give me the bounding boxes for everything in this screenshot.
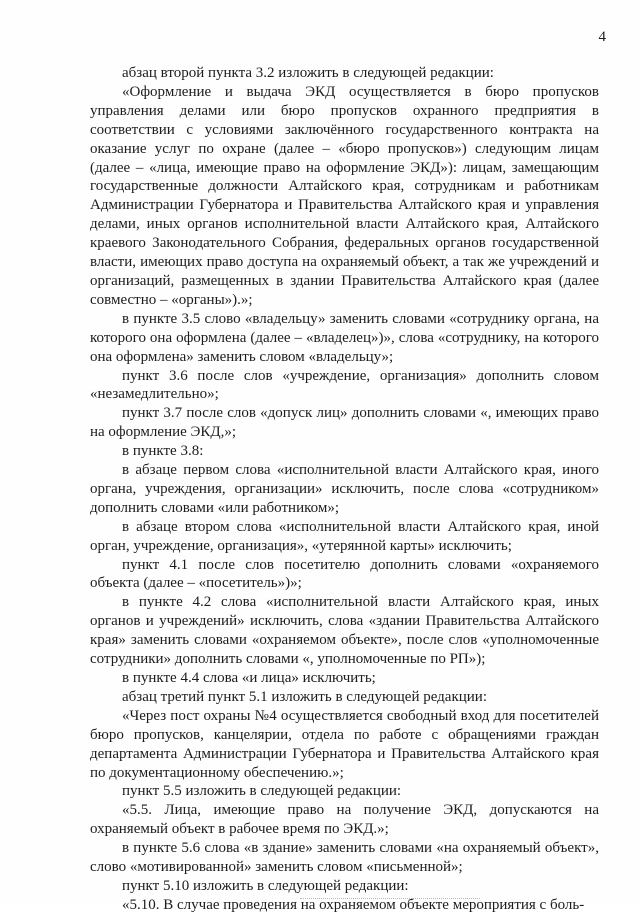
- paragraph: «5.5. Лица, имеющие право на получение ЭКД, допускаются на охраняемый объект в рабочее время по ЭКД.»;: [90, 802, 599, 838]
- paragraph: пункт 5.10 изложить в следующей редакции:: [122, 877, 409, 894]
- paragraph: в пункте 4.4 слова «и лица» исключить;: [122, 670, 376, 686]
- paragraph: пункт 3.7 после слов «допуск лиц» дополнить словами «, имеющих право на оформление ЭКД,»;: [90, 405, 599, 441]
- paragraph: пункт 5.5 изложить в следующей редакции:: [122, 783, 402, 800]
- paragraph: «Оформление и выдача ЭКД осуществляется в бюро пропусков управления делами или бюро пропусков охранного предприятия в соответствии с условиями заключённого государственного контракта на оказание услуг по охране (далее – «бюро пропусков») следующим лицам (далее – «лица, имеющие право на оформление ЭКД»): лицам, замещающим государственные должности Алтайского края, сотрудникам и работникам Администрации Губернатора и Правительства Алтайского края и управления делами, иных органов исполнительной власти Алтайского края, Алтайского краевого Законодательного Собрания, федеральных органов государственной власти, имеющих право доступа на охраняемый объект, а так же учреждений и организаций, размещенных в здании Правительства Алтайского края (далее совместно – «органы»).»;: [90, 83, 599, 308]
- paragraph: абзац второй пункта 3.2 изложить в следующей редакции:: [122, 65, 494, 81]
- paragraph: «5.10. В случае проведения на охраняемом объекте мероприятия с боль-: [122, 896, 585, 913]
- paragraph: в пункте 5.6 слова «в здание» заменить словами «на охраняемый объект», слово «мотивированной» заменить словом «письменной»;: [90, 840, 599, 876]
- paragraph: в абзаце втором слова «исполнительной власти Алтайского края, иной орган, учреждение, организация», «утерянной карты» исключить;: [90, 518, 599, 554]
- document-body: [90, 64, 599, 915]
- paragraph: пункт 3.6 после слов «учреждение, организация» дополнить словом «незамедлительно»;: [90, 367, 599, 403]
- paragraph: в пункте 3.5 слово «владельцу» заменить словами «сотруднику органа, на которого она оформлена (далее – «владелец»)», слова «сотруднику, на которого она оформлена» заменить словом «владельцу»;: [90, 310, 599, 365]
- paragraph: «Через пост охраны №4 осуществляется свободный вход для посетителей бюро пропусков, канцелярии, отдела по работе с обращениями граждан департамента Администрации Губернатора и Правительства Алтайского края по документационному обеспечению.»;: [90, 707, 599, 781]
- paragraph: пункт 4.1 после слов посетителю дополнить словами «охраняемого объекта (далее – «посетитель»)»;: [90, 556, 599, 592]
- paragraph: в абзаце первом слова «исполнительной власти Алтайского края, иного органа, учреждения, организации» исключить, после слова «сотрудником» дополнить словами «или работником»;: [90, 462, 599, 516]
- page-number: 4: [598, 29, 606, 45]
- paragraph: абзац третий пункт 5.1 изложить в следующей редакции:: [122, 688, 488, 705]
- paragraph: в пункте 3.8:: [122, 443, 204, 460]
- scan-artifact: [300, 896, 480, 899]
- paragraph: в пункте 4.2 слова «исполнительной власти Алтайского края, иных органов и учреждений» исключить, слова «здании Правительства Алтайского края» заменить словами «охраняемом объекте», после слов «уполномоченные сотрудники» дополнить словами «, уполномоченные по РП»);: [90, 594, 599, 668]
